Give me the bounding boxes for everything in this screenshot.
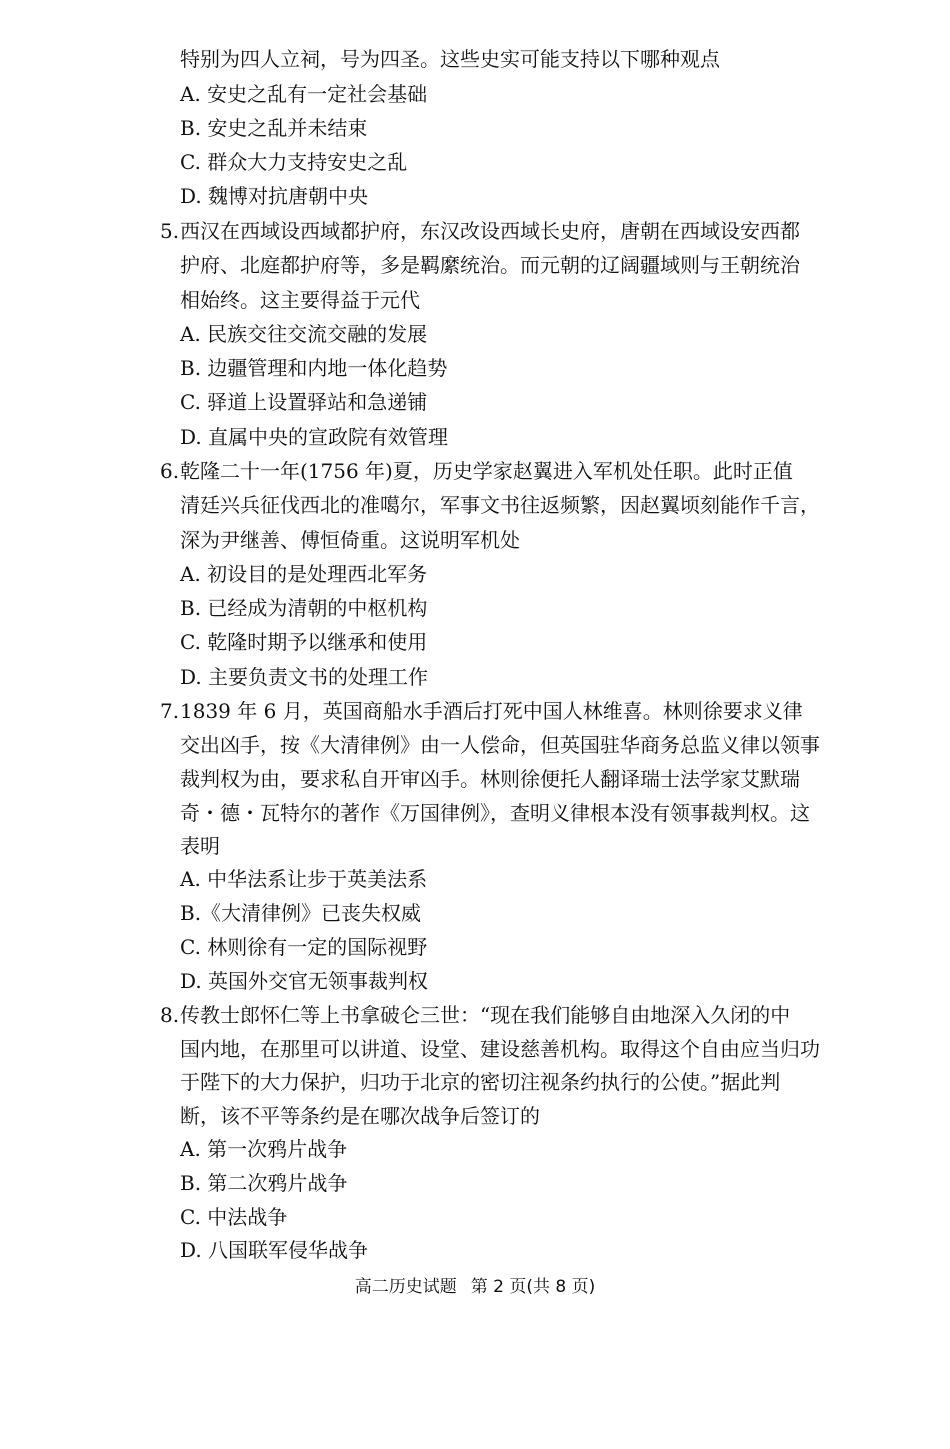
q6-option-d: D. 主要负责文书的处理工作 — [180, 665, 429, 689]
q5-stem-line-3: 相始终。这主要得益于元代 — [180, 288, 420, 312]
q6-number: 6. — [160, 459, 180, 483]
page-footer — [0, 1274, 950, 1300]
q8-option-d: D. 八国联军侵华战争 — [180, 1238, 369, 1262]
q5-option-c: C. 驿道上设置驿站和急递铺 — [180, 390, 428, 414]
q4-text-line — [0, 42, 950, 76]
q6-option-b: B. 已经成为清朝的中枢机构 — [180, 596, 428, 620]
q7-option-b: B.《大清律例》已丧失权威 — [180, 901, 422, 925]
q4-option-c: C. 群众大力支持安史之乱 — [180, 150, 408, 174]
q7-stem-line-3: 裁判权为由，要求私自开审凶手。林则徐便托人翻译瑞士法学家艾默瑞 — [180, 767, 800, 791]
q5-stem-line-1: 5. 西汉在西域设西域都护府，东汉改设西域长史府，唐朝在西域设安西都 — [0, 214, 950, 248]
q6-stem-line-3: 深为尹继善、傅恒倚重。这说明军机处 — [180, 528, 520, 552]
q8-option-a: A. 第一次鸦片战争 — [180, 1137, 348, 1161]
q7-option-d: D. 英国外交官无领事裁判权 — [180, 969, 429, 993]
q7-option-c: C. 林则徐有一定的国际视野 — [180, 935, 428, 959]
q8-stem-line-2: 国内地，在那里可以讲道、设堂、建设慈善机构。取得这个自由应当归功 — [180, 1037, 820, 1061]
q8-option-b: B. 第二次鸦片战争 — [180, 1171, 348, 1195]
q6-option-a: A. 初设目的是处理西北军务 — [180, 562, 428, 586]
q8-stem-line-3: 于陛下的大力保护，归功于北京的密切注视条约执行的公使。”据此判 — [180, 1070, 781, 1094]
q7-stem-line-5: 表明 — [180, 834, 220, 858]
q5-stem-line-2: 护府、北庭都护府等，多是羁縻统治。而元朝的辽阔疆域则与王朝统治 — [180, 253, 800, 277]
q4-option-a: A. 安史之乱有一定社会基础 — [180, 82, 428, 106]
q8-stem-line-4: 断，该不平等条约是在哪次战争后签订的 — [180, 1104, 540, 1128]
q8-number: 8. — [160, 1003, 180, 1027]
q6-stem-line-2: 清廷兴兵征伐西北的准噶尔，军事文书往返频繁，因赵翼顷刻能作千言， — [180, 493, 820, 517]
q5-option-a: A. 民族交往交流交融的发展 — [180, 322, 428, 346]
q7-stem-line-1: 7. 1839 年 6 月，英国商船水手酒后打死中国人林维喜。林则徐要求义律 — [0, 694, 950, 728]
q4-option-b: B. 安史之乱并未结束 — [180, 116, 368, 140]
q4-tail-text: 特别为四人立祠，号为四圣。这些史实可能支持以下哪种观点 — [180, 47, 720, 71]
q8-option-c: C. 中法战争 — [180, 1205, 288, 1229]
q6-stem-line-1: 6. 乾隆二十一年(1756 年)夏，历史学家赵翼进入军机处任职。此时正值 — [0, 454, 950, 488]
q7-option-a: A. 中华法系让步于英美法系 — [180, 867, 428, 891]
q8-stem-line-1: 8. 传教士郎怀仁等上书拿破仑三世：“现在我们能够自由地深入久闭的中 — [0, 998, 950, 1032]
q7-number: 7. — [160, 699, 180, 723]
q7-stem-line-4: 奇・德・瓦特尔的著作《万国律例》，查明义律根本没有领事裁判权。这 — [180, 801, 810, 825]
q5-option-d: D. 直属中央的宣政院有效管理 — [180, 425, 449, 449]
q5-option-b: B. 边疆管理和内地一体化趋势 — [180, 356, 448, 380]
q4-option-d: D. 魏博对抗唐朝中央 — [180, 184, 369, 208]
footer-title: 高二历史试题 — [354, 1277, 457, 1297]
footer-page-number: 第 2 页(共 8 页) — [470, 1277, 596, 1297]
q7-stem-line-2: 交出凶手，按《大清律例》由一人偿命，但英国驻华商务总监义律以领事 — [180, 733, 820, 757]
q5-number: 5. — [160, 219, 180, 243]
q6-option-c: C. 乾隆时期予以继承和使用 — [180, 630, 428, 654]
